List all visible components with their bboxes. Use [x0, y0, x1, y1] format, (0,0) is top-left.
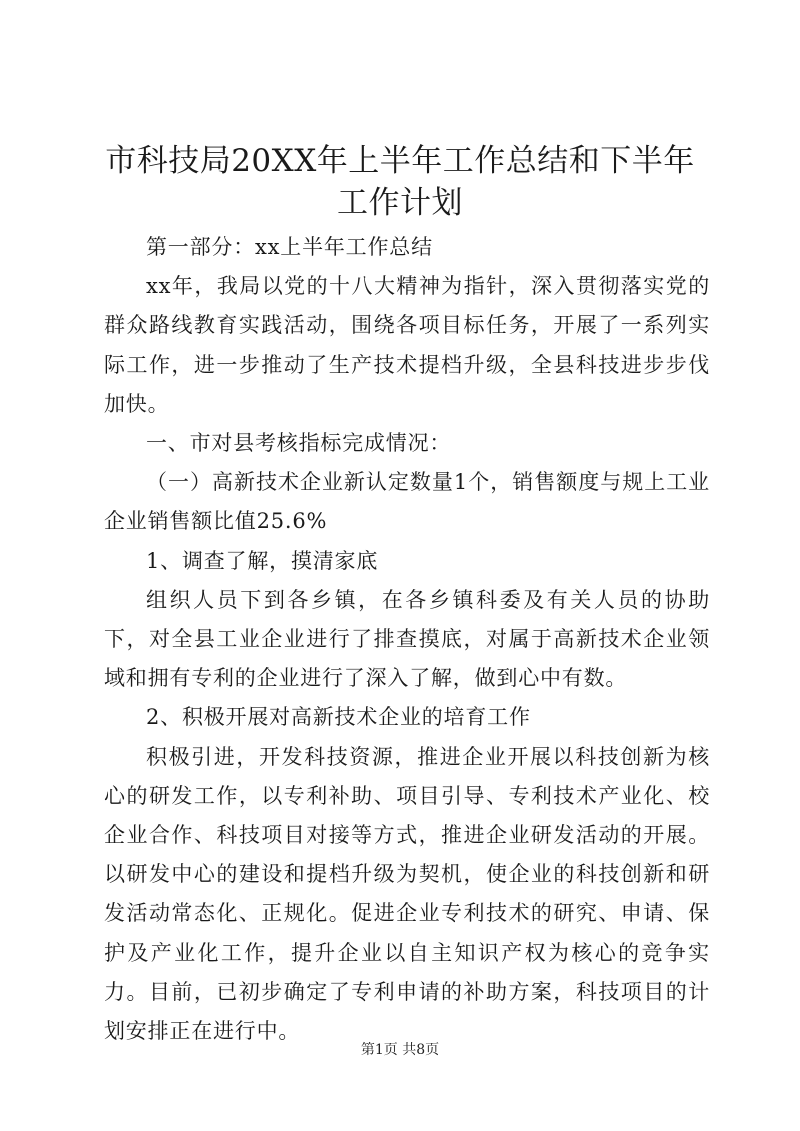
- subsection-heading-high-tech: （一）高新技术企业新认定数量1个，销售额度与规上工业企业销售额比值25.6%: [104, 470, 710, 534]
- page-number-footer: 第1页 共8页: [360, 1042, 440, 1058]
- document-body: [104, 228, 710, 1051]
- document-title: 市科技局20XX年上半年工作总结和下半年工作计划: [105, 143, 695, 221]
- section-heading-part-one: 第一部分：xx上半年工作总结: [146, 235, 433, 259]
- paragraph-survey: 组织人员下到各乡镇，在各乡镇科委及有关人员的协助下，对全县工业企业进行了排查摸底，对属于高新技术企业领域和拥有专利的企业进行了深入了解，做到心中有数。: [104, 587, 710, 691]
- section-heading-indicators: 一、市对县考核指标完成情况：: [146, 431, 452, 456]
- paragraph-cultivation: 积极引进，开发科技资源，推进企业开展以科技创新为核心的研发工作，以专利补助、项目引导、专利技术产业化、校企业合作、科技项目对接等方式，推进企业研发活动的开展。以研发中心的建设和提档升级为契机，使企业的科技创新和研发活动常态化、正规化。促进企业专利技术的研究、申请、保护及产业化工作，提升企业以自主知识产权为核心的竞争实力。目前，已初步确定了专利申请的补助方案，科技项目的计划安排正在进行中。: [104, 744, 710, 1044]
- item-heading-survey: 1、调查了解，摸清家底: [146, 548, 379, 573]
- item-heading-cultivation: 2、积极开展对高新技术企业的培育工作: [146, 705, 531, 730]
- paragraph-intro: xx年，我局以党的十八大精神为指针，深入贯彻落实党的群众路线教育实践活动，围绕各项目标任务，开展了一系列实际工作，进一步推动了生产技术提档升级，全县科技进步步伐加快。: [104, 274, 710, 416]
